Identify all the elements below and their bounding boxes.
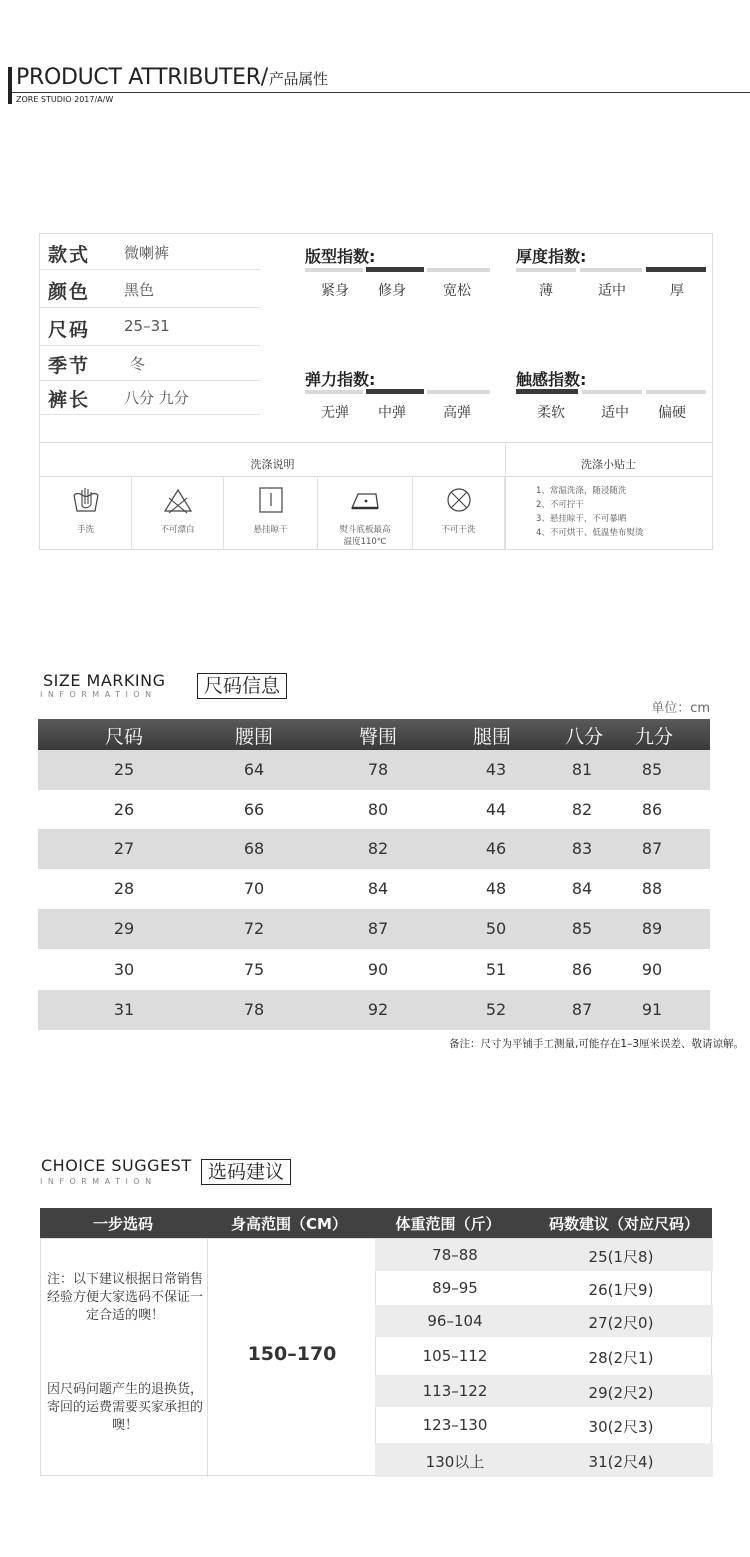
size-suggestion: 30(2尺3) <box>588 1418 654 1436</box>
attribute-label: 尺码 <box>48 319 91 341</box>
thickness-index-segment <box>580 268 642 272</box>
iron-low-icon <box>347 486 383 514</box>
choice-section-subtitle: INFORMATION <box>40 1177 157 1186</box>
table-cell: 82 <box>571 800 593 819</box>
choice-section-title-en: CHOICE SUGGEST <box>41 1156 192 1175</box>
table-cell: 91 <box>641 1000 663 1019</box>
attribute-label: 颜色 <box>48 281 91 303</box>
choice-table-header-cell: 一步选码 <box>92 1215 154 1233</box>
size-suggestion: 27(2尺0) <box>588 1314 654 1332</box>
weight-range: 89–95 <box>432 1279 478 1297</box>
attribute-panel <box>39 233 713 550</box>
table-cell: 86 <box>571 960 593 979</box>
fit-index-segment-active <box>366 267 424 272</box>
choice-table-body <box>40 1238 712 1476</box>
table-cell: 89 <box>641 919 663 938</box>
wash-caption: 悬挂晾干 <box>253 525 288 535</box>
attribute-value: 25–31 <box>124 317 170 335</box>
size-suggestion: 25(1尺8) <box>588 1248 654 1266</box>
table-cell: 28 <box>113 879 135 898</box>
table-row <box>38 750 710 790</box>
size-suggestion: 29(2尺2) <box>588 1384 654 1402</box>
table-cell: 26 <box>113 800 135 819</box>
size-table-note: 备注：尺寸为平铺手工测量,可能存在1–3厘米误差、敬请谅解。 <box>449 1038 744 1050</box>
page-subtitle: ZORE STUDIO 2017/A/W <box>16 95 114 104</box>
wash-divider-top <box>40 442 712 443</box>
table-row <box>375 1239 713 1271</box>
wash-tips-list <box>536 484 643 540</box>
table-cell: 78 <box>367 760 389 779</box>
weight-range: 113–122 <box>422 1382 488 1400</box>
touch-index-title: 触感指数: <box>516 370 587 389</box>
attribute-label: 裤长 <box>48 389 91 411</box>
table-cell: 88 <box>641 879 663 898</box>
size-section-subtitle: INFORMATION <box>40 690 157 699</box>
attribute-value: 微喇裤 <box>124 244 170 262</box>
touch-index-segment <box>582 390 642 394</box>
table-cell: 30 <box>113 960 135 979</box>
thickness-option: 适中 <box>598 283 626 299</box>
table-row <box>38 829 710 869</box>
table-cell: 90 <box>641 960 663 979</box>
table-cell: 31 <box>113 1000 135 1019</box>
table-cell: 92 <box>367 1000 389 1019</box>
wash-item-no-dry-clean <box>413 476 505 550</box>
attribute-label: 季节 <box>48 355 91 377</box>
choice-table-header-cell: 身高范围（CM） <box>231 1215 347 1233</box>
elasticity-index-title: 弹力指数: <box>305 370 376 389</box>
header-accent-bar <box>8 67 12 104</box>
table-cell: 68 <box>243 839 265 858</box>
wash-caption-line: 熨斗底板最高 <box>339 525 391 535</box>
table-row <box>38 869 710 909</box>
touch-option: 适中 <box>601 405 629 421</box>
table-cell: 48 <box>485 879 507 898</box>
size-suggestion: 28(2尺1) <box>588 1349 654 1367</box>
table-cell: 87 <box>367 919 389 938</box>
wash-caption: 手洗 <box>76 525 94 535</box>
size-section-title-en: SIZE MARKING <box>43 671 166 690</box>
table-cell: 52 <box>485 1000 507 1019</box>
thickness-index-segment <box>516 268 576 272</box>
table-row <box>38 950 710 990</box>
touch-index-segment <box>646 390 706 394</box>
wash-instructions-title: 洗涤说明 <box>250 458 295 471</box>
wash-item-hang-dry <box>224 476 318 550</box>
wash-caption: 不可干洗 <box>441 525 476 535</box>
choice-note-2: 因尺码问题产生的退换货，寄回的运费需要买家承担的噢！ <box>46 1382 203 1433</box>
attribute-row-season <box>40 345 260 381</box>
table-cell: 46 <box>485 839 507 858</box>
wash-tip: 3、悬挂晾干，不可暴晒 <box>536 514 627 524</box>
wash-tip: 1、常温洗涤，随浸随洗 <box>536 486 627 496</box>
attribute-row-length <box>40 380 260 415</box>
fit-option: 修身 <box>378 283 406 299</box>
wash-tip: 4、不可烘干、低温垫布熨烫 <box>536 528 644 538</box>
table-cell: 75 <box>243 960 265 979</box>
table-cell: 25 <box>113 760 135 779</box>
table-row <box>38 990 710 1030</box>
table-cell: 85 <box>641 760 663 779</box>
weight-range: 78–88 <box>432 1246 478 1264</box>
table-cell: 78 <box>243 1000 265 1019</box>
no-bleach-icon <box>163 486 193 514</box>
size-section-title-cn: 尺码信息 <box>197 673 287 699</box>
weight-range: 105–112 <box>422 1347 488 1365</box>
attribute-value: 八分 九分 <box>124 389 189 407</box>
table-cell: 83 <box>571 839 593 858</box>
wash-item-no-bleach <box>132 476 224 550</box>
elasticity-index-segment <box>427 390 490 394</box>
size-table-header-cell: 臀围 <box>358 726 398 748</box>
unit-label: 单位：cm <box>651 701 710 716</box>
table-cell: 64 <box>243 760 265 779</box>
table-cell: 72 <box>243 919 265 938</box>
table-cell: 70 <box>243 879 265 898</box>
weight-range: 96–104 <box>427 1312 483 1330</box>
fit-index-segment <box>427 268 490 272</box>
table-cell: 66 <box>243 800 265 819</box>
size-table-header <box>38 719 710 750</box>
size-suggestion: 31(2尺4) <box>588 1453 654 1471</box>
elasticity-index-segment-active <box>366 389 424 394</box>
choice-table-header <box>40 1208 712 1238</box>
thickness-option: 厚 <box>670 283 684 299</box>
choice-section-title-cn: 选码建议 <box>201 1159 291 1185</box>
elasticity-option: 无弹 <box>321 405 349 421</box>
table-cell: 85 <box>571 919 593 938</box>
elasticity-option: 中弹 <box>378 405 406 421</box>
fit-index-segment <box>305 268 363 272</box>
touch-option: 柔软 <box>537 405 565 421</box>
attribute-row-color <box>40 269 260 308</box>
size-table-header-cell: 腿围 <box>472 726 512 748</box>
choice-table-header-cell: 体重范围（斤） <box>395 1215 501 1233</box>
table-cell: 87 <box>641 839 663 858</box>
page-title <box>16 65 328 90</box>
table-cell: 27 <box>113 839 135 858</box>
wash-tip: 2、不可拧干 <box>536 500 584 510</box>
weight-range: 123–130 <box>422 1416 488 1434</box>
table-cell: 29 <box>113 919 135 938</box>
table-cell: 84 <box>571 879 593 898</box>
elasticity-index-segment <box>305 390 363 394</box>
table-row <box>38 909 710 949</box>
wash-caption <box>318 524 412 548</box>
choice-note-1: 注：以下建议根据日常销售经验方便大家选码不保证一定合适的噢！ <box>46 1272 203 1323</box>
table-cell: 43 <box>485 760 507 779</box>
fit-option: 紧身 <box>321 283 349 299</box>
hand-wash-icon <box>71 486 101 514</box>
hang-dry-icon <box>256 486 286 514</box>
attribute-value: 黑色 <box>124 281 155 299</box>
size-table-header-cell: 腰围 <box>234 726 274 748</box>
size-table-header-cell: 尺码 <box>104 726 144 748</box>
table-row <box>375 1305 713 1337</box>
attribute-value: 冬 <box>130 355 146 373</box>
wash-tips-title: 洗涤小贴士 <box>581 458 636 471</box>
table-cell: 44 <box>485 800 507 819</box>
wash-caption: 不可漂白 <box>160 525 195 535</box>
table-cell: 84 <box>367 879 389 898</box>
table-cell: 81 <box>571 760 593 779</box>
table-row <box>38 790 710 830</box>
choice-height-range: 150–170 <box>247 1343 337 1365</box>
touch-option: 偏硬 <box>658 405 686 421</box>
table-row <box>375 1337 713 1375</box>
size-table-header-cell: 八分 <box>564 726 604 748</box>
table-cell: 90 <box>367 960 389 979</box>
table-row <box>375 1271 713 1305</box>
table-row <box>375 1443 713 1477</box>
thickness-option: 薄 <box>539 283 553 299</box>
choice-column-divider <box>207 1239 208 1477</box>
page-title-cn: 产品属性 <box>268 70 328 88</box>
table-cell: 86 <box>641 800 663 819</box>
weight-range: 130以上 <box>425 1453 485 1471</box>
attribute-label: 款式 <box>48 244 91 266</box>
fit-option: 宽松 <box>443 283 471 299</box>
table-cell: 87 <box>571 1000 593 1019</box>
table-cell: 80 <box>367 800 389 819</box>
thickness-index-segment-active <box>646 267 706 272</box>
wash-item-hand-wash <box>40 476 132 550</box>
table-row <box>375 1375 713 1407</box>
wash-caption-line: 温度110℃ <box>343 537 387 547</box>
fit-index-title: 版型指数: <box>305 247 376 266</box>
elasticity-option: 高弹 <box>443 405 471 421</box>
thickness-index-title: 厚度指数: <box>516 247 587 266</box>
no-dry-clean-icon <box>444 486 474 514</box>
wash-item-iron <box>318 476 413 550</box>
table-row <box>375 1407 713 1443</box>
attribute-row-style <box>40 234 260 270</box>
size-suggestion: 26(1尺9) <box>588 1281 654 1299</box>
table-cell: 50 <box>485 919 507 938</box>
attribute-row-size <box>40 307 260 346</box>
choice-table-header-cell: 码数建议（对应尺码） <box>548 1215 700 1233</box>
page-title-en: PRODUCT ATTRIBUTER/ <box>16 65 268 90</box>
touch-index-segment-active <box>516 389 578 394</box>
size-table-header-cell: 九分 <box>634 726 674 748</box>
header-divider <box>12 92 750 93</box>
table-cell: 51 <box>485 960 507 979</box>
table-cell: 82 <box>367 839 389 858</box>
